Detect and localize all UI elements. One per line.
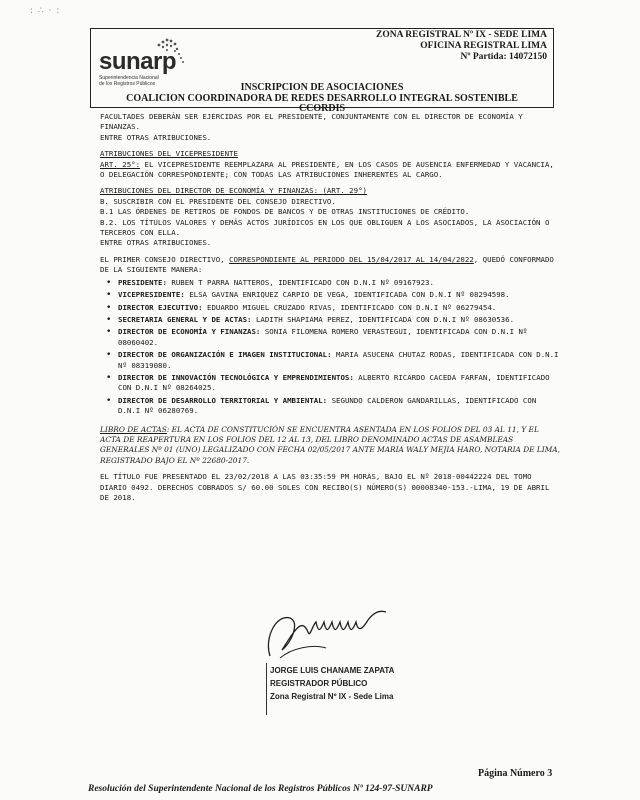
paragraph-facultades: FACULTADES DEBERÁN SER EJERCIDAS POR EL PRESIDENTE, CONJUNTAMENTE CON EL DIRECTOR DE ECONOMÍA Y FINANZAS.	[100, 112, 523, 132]
heading-vicepresidente: ATRIBUCIONES DEL VICEPRESIDENTE	[100, 149, 238, 159]
article-25-label: ART. 25°:	[100, 159, 141, 169]
director-role: DIRECTOR DE ECONOMÍA Y FINANZAS:	[118, 327, 261, 337]
logo-subtitle-line-2: de los Registros Públicos	[99, 81, 156, 87]
oficina-registral: OFICINA REGISTRAL LIMA	[420, 41, 547, 51]
registrar-name: JORGE LUIS CHANAME ZAPATA	[270, 666, 395, 675]
consejo-periodo: CORRESPONDIENTE AL PERIODO DEL 15/04/2017 AL 14/04/2022	[229, 254, 474, 264]
registrar-zona: Zona Registral Nº IX - Sede Lima	[270, 692, 394, 701]
director-role: DIRECTOR DE DESARROLLO TERRITORIAL Y AMBIENTAL:	[118, 395, 328, 405]
libro-actas-label: LIBRO DE ACTAS	[100, 424, 167, 434]
director-detail: LADITH SHAPIAMA PEREZ, IDENTIFICADA CON D.N.I Nº 08630536.	[251, 314, 515, 324]
corner-scan-mark: : ∴ · :	[30, 6, 61, 16]
paragraph-consejo	[100, 255, 560, 276]
paragraph-titulo: EL TÍTULO FUE PRESENTADO EL 23/02/2018 A LAS 03:35:59 PM HORAS, BAJO EL Nº 2018-00442224 DEL TOMO DIARIO 0492. DERECHOS COBRADOS S/ 60.00 SOLES CON RECIBO(S) NÚMERO(S) 00008340-153.-LIMA, 19 DE ABRIL DE 2018.	[100, 472, 550, 502]
footer-resolution: Resolución del Superintendente Nacional de los Registros Públicos Nº 124-97-SUNARP	[88, 784, 433, 794]
list-item	[118, 350, 560, 371]
director-detail: ALBERTO RICARDO CACEDA FARFAN, IDENTIFICADO CON D.N.I Nº 08264025.	[118, 372, 550, 393]
director-detail: ELSA GAVINA ENRIQUEZ CARPIO DE VEGA, IDENTIFICADA CON D.N.I Nº 08294598.	[184, 290, 510, 300]
director-detail: SEGUNDO CALDERON GANDARILLAS, IDENTIFICADO CON D.N.I Nº 06280769.	[118, 395, 537, 416]
page-number: Página Número 3	[478, 768, 553, 779]
logo-subtitle-line-1: Superintendencia Nacional	[99, 75, 159, 81]
document-titles	[91, 83, 553, 115]
paragraph-otras-atribuciones: ENTRE OTRAS ATRIBUCIONES.	[100, 132, 212, 142]
item-b: B. SUSCRIBIR CON EL PRESIDENTE DEL CONSEJO DIRECTIVO.	[100, 196, 336, 206]
document-header	[90, 28, 554, 114]
director-role: VICEPRESIDENTE:	[118, 290, 185, 300]
paragraph-entre-otras: ENTRE OTRAS ATRIBUCIONES.	[100, 238, 212, 248]
director-role: DIRECTOR DE INNOVACIÓN TECNOLÓGICA Y EMPRENDIMIENTOS:	[118, 372, 354, 382]
registry-info	[376, 30, 547, 63]
zona-registral: ZONA REGISTRAL Nº IX - SEDE LIMA	[375, 30, 547, 40]
title-ccordis: CCORDIS	[298, 103, 346, 114]
article-25-text: EL VICEPRESIDENTE REEMPLAZARA AL PRESIDENTE, EN LOS CASOS DE AUSENCIA ENFERMEDAD Y VACANCIA, O DELEGACIÓN CORRESPONDIENTE; CON TODAS LAS ATRIBUCIONES INHERENTES AL CARGO.	[100, 159, 554, 180]
consejo-intro: EL PRIMER CONSEJO DIRECTIVO,	[100, 254, 230, 264]
director-detail: RUBEN T PARRA NATTEROS, IDENTIFICADO CON D.N.I Nº 09167923.	[166, 277, 434, 287]
item-b1: B.1 LAS ÓRDENES DE RETIROS DE FONDOS DE BANCOS Y DE OTRAS INSTITUCIONES DE CRÉDITO.	[100, 207, 470, 217]
list-item	[118, 303, 560, 313]
directors-list	[100, 278, 560, 417]
director-role: DIRECTOR DE ORGANIZACIÓN E IMAGEN INSTITUCIONAL:	[118, 350, 332, 360]
item-b2: B.2. LOS TÍTULOS VALORES Y DEMÁS ACTOS JURÍDICOS EN LOS QUE OBLIGUEN A LOS ASOCIADOS, LA ASOCIACIÓN O TERCEROS CON ELLA.	[100, 217, 550, 238]
heading-director-economia: ATRIBUCIONES DEL DIRECTOR DE ECONOMÍA Y FINANZAS: (ART. 29°)	[100, 186, 367, 196]
registrar-title: REGISTRADOR PÚBLICO	[270, 679, 368, 688]
director-role: SECRETARIA GENERAL Y DE ACTAS:	[118, 314, 252, 324]
list-item	[118, 327, 560, 348]
list-item	[118, 290, 560, 300]
consejo-conformado: , QUEDÓ CONFORMADO DE LA SIGUIENTE MANERA:	[100, 254, 554, 275]
sunarp-logo	[99, 35, 229, 85]
director-detail: EDUARDO MIGUEL CRUZADO RIVAS, IDENTIFICADO CON D.N.I Nº 06279454.	[202, 302, 497, 312]
director-detail: SONIA FILOMENA ROMERO VERASTEGUI, IDENTIFICADA CON D.N.I Nº 08060402.	[118, 327, 528, 347]
paragraph-vicepresidente	[100, 160, 560, 181]
director-detail: MARIA ASUCENA CHUTAZ RODAS, IDENTIFICADA CON D.N.I Nº 08319080.	[118, 350, 559, 370]
partida-number: Nº Partida: 14072150	[460, 52, 547, 62]
director-role: PRESIDENTE:	[118, 277, 167, 287]
title-coalicion: COALICION COORDINADORA DE REDES DESARROLLO INTEGRAL SOSTENIBLE	[126, 92, 518, 104]
paragraph-libro-actas	[100, 425, 560, 467]
registrar-stamp	[270, 664, 394, 703]
libro-actas-text: : EL ACTA DE CONSTITUCIÓN SE ENCUENTRA ASENTADA EN LOS FOLIOS DEL 03 AL 11, Y EL ACTA DE REAPERTURA EN LOS FOLIOS DEL 12 AL 13, DEL LIBRO DENOMINADO ACTAS DE ASAMBLEAS GENERALES Nº 01 (UNO) LEGALIZADO CON FECHA 02/05/2017 ANTE MARIA WALY MEJIA HARO, NOTARIA DE LIMA, REGISTRADO BAJO EL Nº 22680-2017.	[100, 424, 560, 465]
list-item	[118, 315, 560, 325]
document-body	[100, 112, 560, 503]
title-inscripcion: INSCRIPCION DE ASOCIACIONES	[240, 82, 404, 93]
director-role: DIRECTOR EJECUTIVO:	[118, 302, 203, 312]
list-item	[118, 278, 560, 288]
list-item	[118, 396, 560, 417]
handwritten-signature	[262, 598, 402, 668]
list-item	[118, 373, 560, 394]
logo-wordmark: sunarp	[99, 48, 177, 75]
